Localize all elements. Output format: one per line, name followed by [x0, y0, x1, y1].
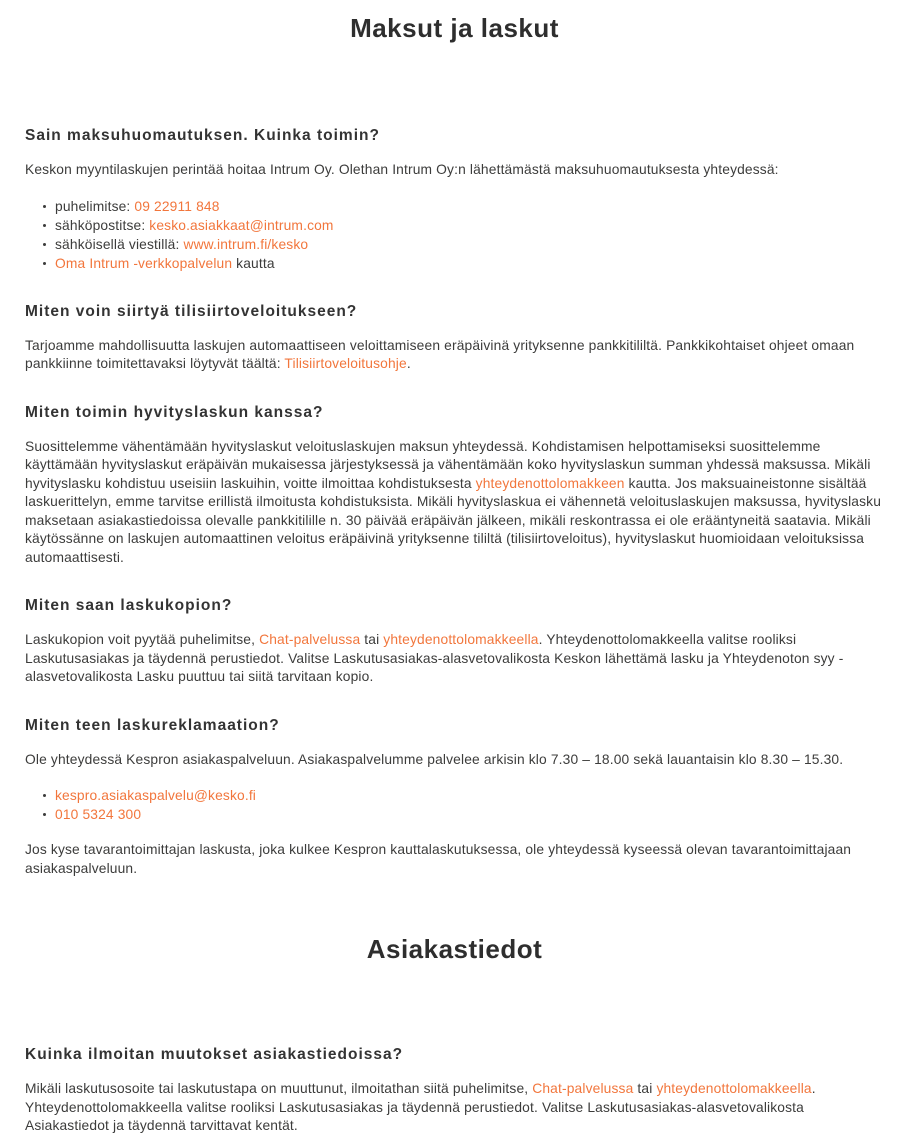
- list-item-kespro-phone: [43, 805, 884, 824]
- paragraph-laskukopio: [25, 631, 884, 687]
- contact-list-kespro: [25, 786, 884, 824]
- paragraph-tilisiirtoveloitus: [25, 337, 884, 374]
- paragraph-text: Mikäli laskutusosoite tai laskutustapa on muuttunut, ilmoitathan siitä puhelimitse,: [25, 1081, 533, 1096]
- paragraph-text: . Yhteydenottolomakkeella valitse rooliksi Laskutusasiakas ja täydennä perustiedot. Valitse Laskutusasiakas-alasvetovalikosta Asiakastiedot ja täydennä tarvittavat kentät.: [25, 1081, 816, 1133]
- question-tilisiirtoveloitus: Miten voin siirtyä tilisiirtoveloitukseen?: [25, 302, 358, 320]
- question-laskukopio: Miten saan laskukopion?: [25, 597, 233, 614]
- list-item-email: [43, 216, 884, 235]
- yhteydenottolomake-link[interactable]: yhteydenottolomakkeella: [383, 632, 539, 647]
- intrum-phone-link[interactable]: 09 22911 848: [134, 198, 220, 214]
- yhteydenottolomake-link[interactable]: yhteydenottolomakkeella: [656, 1081, 812, 1096]
- question-asiakastiedot-muutokset: Kuinka ilmoitan muutokset asiakastiedoissa?: [25, 1046, 404, 1063]
- question-hyvityslasku: Miten toimin hyvityslaskun kanssa?: [25, 403, 324, 421]
- kespro-phone-link[interactable]: 010 5324 300: [55, 807, 142, 822]
- paragraph-asiakastiedot-muutokset: [25, 1080, 884, 1136]
- qa-asiakastiedot-muutokset: [25, 1046, 884, 1136]
- yhteydenottolomake-link[interactable]: yhteydenottolomakkeen: [475, 475, 625, 491]
- qa-laskukopio: [25, 597, 884, 687]
- list-item-oma-intrum: [43, 254, 884, 273]
- list-item-label: sähköpostitse:: [55, 217, 150, 233]
- list-item-suffix: kautta: [232, 255, 275, 271]
- paragraph-text: . Yhteydenottolomakkeella valitse rooliksi Laskutusasiakas ja täydennä perustiedot. Valitse Laskutusasiakas-alasvetovalikosta Keskon lähettämä lasku ja Yhteydenoton syy -alasvetovalikosta Lasku puuttuu tai siitä tarvitaan kopio.: [25, 632, 844, 684]
- paragraph-text: tai: [360, 632, 384, 647]
- qa-maksuhuomautus: [25, 127, 884, 273]
- chat-service-link[interactable]: Chat-palvelussa: [532, 1081, 634, 1096]
- qa-laskureklamaatio: [25, 717, 884, 879]
- question-laskureklamaatio: Miten teen laskureklamaation?: [25, 716, 280, 734]
- qa-hyvityslasku: [25, 404, 884, 568]
- paragraph-text: tai: [633, 1081, 657, 1096]
- section-asiakastiedot: [25, 934, 884, 1136]
- paragraph-laskureklamaatio-intro: Ole yhteydessä Kespron asiakaspalveluun. Asiakaspalvelumme palvelee arkisin klo 7.30 – 18.00 sekä lauantaisin klo 8.30 – 15.30.: [25, 751, 844, 767]
- paragraph-text: Laskukopion voit pyytää puhelimitse,: [25, 632, 260, 647]
- paragraph-maksuhuomautus-intro: Keskon myyntilaskujen perintää hoitaa Intrum Oy. Olethan Intrum Oy:n lähettämästä maksuhuomautuksesta yhteydessä:: [25, 162, 779, 177]
- section-maksut-ja-laskut: [25, 13, 884, 878]
- list-item-label: sähköisellä viestillä:: [55, 236, 184, 252]
- paragraph-laskureklamaatio-outro: Jos kyse tavarantoimittajan laskusta, joka kulkee Kespron kauttalaskutuksessa, ole yhteydessä kyseessä olevan tavarantoimittajaan asiakaspalveluun.: [25, 842, 852, 876]
- faq-page: [0, 13, 909, 1136]
- paragraph-hyvityslasku: [25, 438, 884, 568]
- paragraph-text: Suosittelemme vähentämään hyvityslaskut veloituslaskujen maksun yhteydessä. Kohdistamisen helpottamiseksi suosittelemme käyttämään hyvityslaskut eräpäivän mukaisessa järjestyksessä ja vähentämään koko hyvityslaskun summan yhdessä maksussa. Mikäli hyvityslasku kohdistuu useisiin laskuihin, voitte ilmoittaa kohdistuksesta: [25, 438, 871, 491]
- paragraph-text: kautta. Jos maksuaineistonne sisältää laskuerittelyn, emme tarvitse erillistä ilmoitusta kohdistuksista. Mikäli hyvityslaskua ei vähennetä veloituslaskujen maksussa, hyvityslasku maksetaan asiakastiedoissa olevalle pankkitilille n. 30 päivää eräpäivän jälkeen, mikäli reskontrassa ei ole erääntyneitä saatavia. Mikäli käytössänne on laskujen automaattinen veloitus eräpäivinä yrityksenne tililtä (tilisiirtoveloitus), hyvityslaskut huomioidaan veloituksissa automaattisesti.: [25, 475, 882, 565]
- oma-intrum-service-link[interactable]: Oma Intrum -verkkopalvelun: [55, 255, 233, 271]
- paragraph-text: .: [406, 356, 411, 371]
- qa-tilisiirtoveloitus: [25, 303, 884, 374]
- tilisiirtoveloitusohje-link[interactable]: Tilisiirtoveloitusohje: [284, 356, 407, 371]
- list-item-phone: [43, 197, 884, 216]
- question-maksuhuomautus: Sain maksuhuomautuksen. Kuinka toimin?: [25, 127, 380, 144]
- list-item-web-message: [43, 235, 884, 254]
- kespro-email-link[interactable]: kespro.asiakaspalvelu@kesko.fi: [55, 788, 257, 803]
- intrum-website-link[interactable]: www.intrum.fi/kesko: [183, 236, 309, 252]
- chat-service-link[interactable]: Chat-palvelussa: [259, 632, 361, 647]
- intrum-email-link[interactable]: kesko.asiakkaat@intrum.com: [149, 217, 334, 233]
- page-title-asiakastiedot: Asiakastiedot: [366, 934, 543, 964]
- paragraph-text: Tarjoamme mahdollisuutta laskujen automaattiseen veloittamiseen eräpäivinä yrityksenne pankkitililtä. Pankkikohtaiset ohjeet omaan pankkiinne toimitettavaksi löytyvät täältä:: [25, 337, 855, 371]
- list-item-label: puhelimitse:: [55, 198, 135, 214]
- page-title-maksut-ja-laskut: Maksut ja laskut: [350, 13, 559, 43]
- list-item-kespro-email: [43, 786, 884, 805]
- contact-list-intrum: [25, 197, 884, 273]
